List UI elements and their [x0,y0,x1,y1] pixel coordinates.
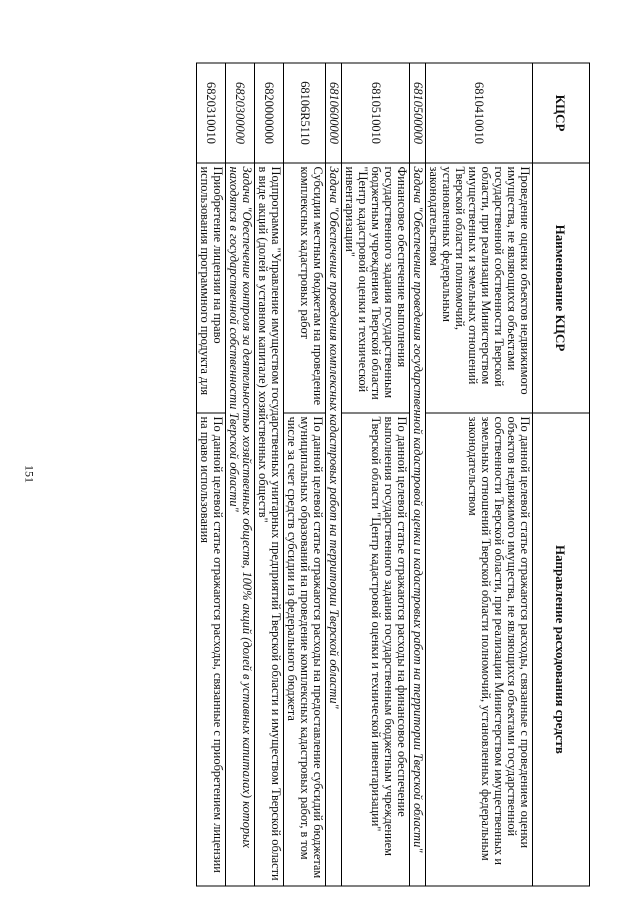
row-code: 68106R5110 [284,63,326,163]
row-direction: По данной целевой статье отражаются расходы, связанные с проведением оценки объектов недвижимого имущества, не являющихся объектами государственной собственности Тверской области, при реализации Министерством имущественных и земельных отношений Тверской области полномочий, установленных федеральным законодательством [426,413,533,886]
subprogram-text: Подпрограмма "Управление имуществом государственных унитарных предприятий Тверской области и имуществом Тверской области в виде акций (долей в уставном капитале) хозяйственных обществ" [255,163,284,886]
task-row [326,63,342,886]
task-code: 6820300000 [226,63,255,163]
table-row [426,63,533,886]
row-code: 6810410010 [426,63,533,163]
page-number: 151 [22,465,37,483]
header-name: Наименование КЦСР [533,163,590,413]
subprogram-code: 6820000000 [255,63,284,163]
row-code: 6820310010 [197,63,226,163]
task-text: Задача "Обеспечение проведения комплексных кадастровых работ на территории Тверской области" [326,163,342,886]
task-row [410,63,426,886]
row-name: Субсидии местным бюджетам на проведение комплексных кадастровых работ [284,163,326,413]
header-code: КЦСР [533,63,590,163]
rotated-table-container [50,63,590,886]
task-row [226,63,255,886]
row-name: Проведение оценки объектов недвижимого имущества, не являющихся объектами государственной собственности Тверской области, при реализации Министерством имущественных и земельных отношений Тверской области полномочий, установленных федеральным законодательством [426,163,533,413]
header-direction: Направление расходования средств [533,413,590,886]
row-name: Приобретение лицензии на право использования программного продукта для [197,163,226,413]
row-name: Финансовое обеспечение выполнения государственного задания государственным бюджетным учреждением Тверской области "Центр кадастровой оценки и технической инвентаризации" [342,163,410,413]
row-direction: По данной целевой статье отражаются расходы, связанные с приобретением лицензии на право использования [197,413,226,886]
row-direction: По данной целевой статье отражаются расходы на предоставление субсидий бюджетам муниципальных образований на проведение комплексных кадастровых работ, в том числе за счет средств субсидии из федерального бюджета [284,413,326,886]
table-row [342,63,410,886]
task-text: Задача "Обеспечение проведения государственной кадастровой оценки и кадастровых работ на территории Тверской области" [410,163,426,886]
task-code: 6810600000 [326,63,342,163]
row-direction: По данной целевой статье отражаются расходы на финансовое обеспечение выполнения государственного задания государственным бюджетным учреждением Тверской области "Центр кадастровой оценки и технической инвентаризации" [342,413,410,886]
kcsr-table [196,63,590,887]
table-header-row [533,63,590,886]
subprogram-row [255,63,284,886]
table-row [284,63,326,886]
table-row [197,63,226,886]
task-text: Задача "Обеспечение контроля за деятельностью хозяйственных обществ, 100% акций (долей в уставных капиталах) которых находятся в государственной собственности Тверской области" [226,163,255,886]
row-code: 6810510010 [342,63,410,163]
task-code: 6810500000 [410,63,426,163]
